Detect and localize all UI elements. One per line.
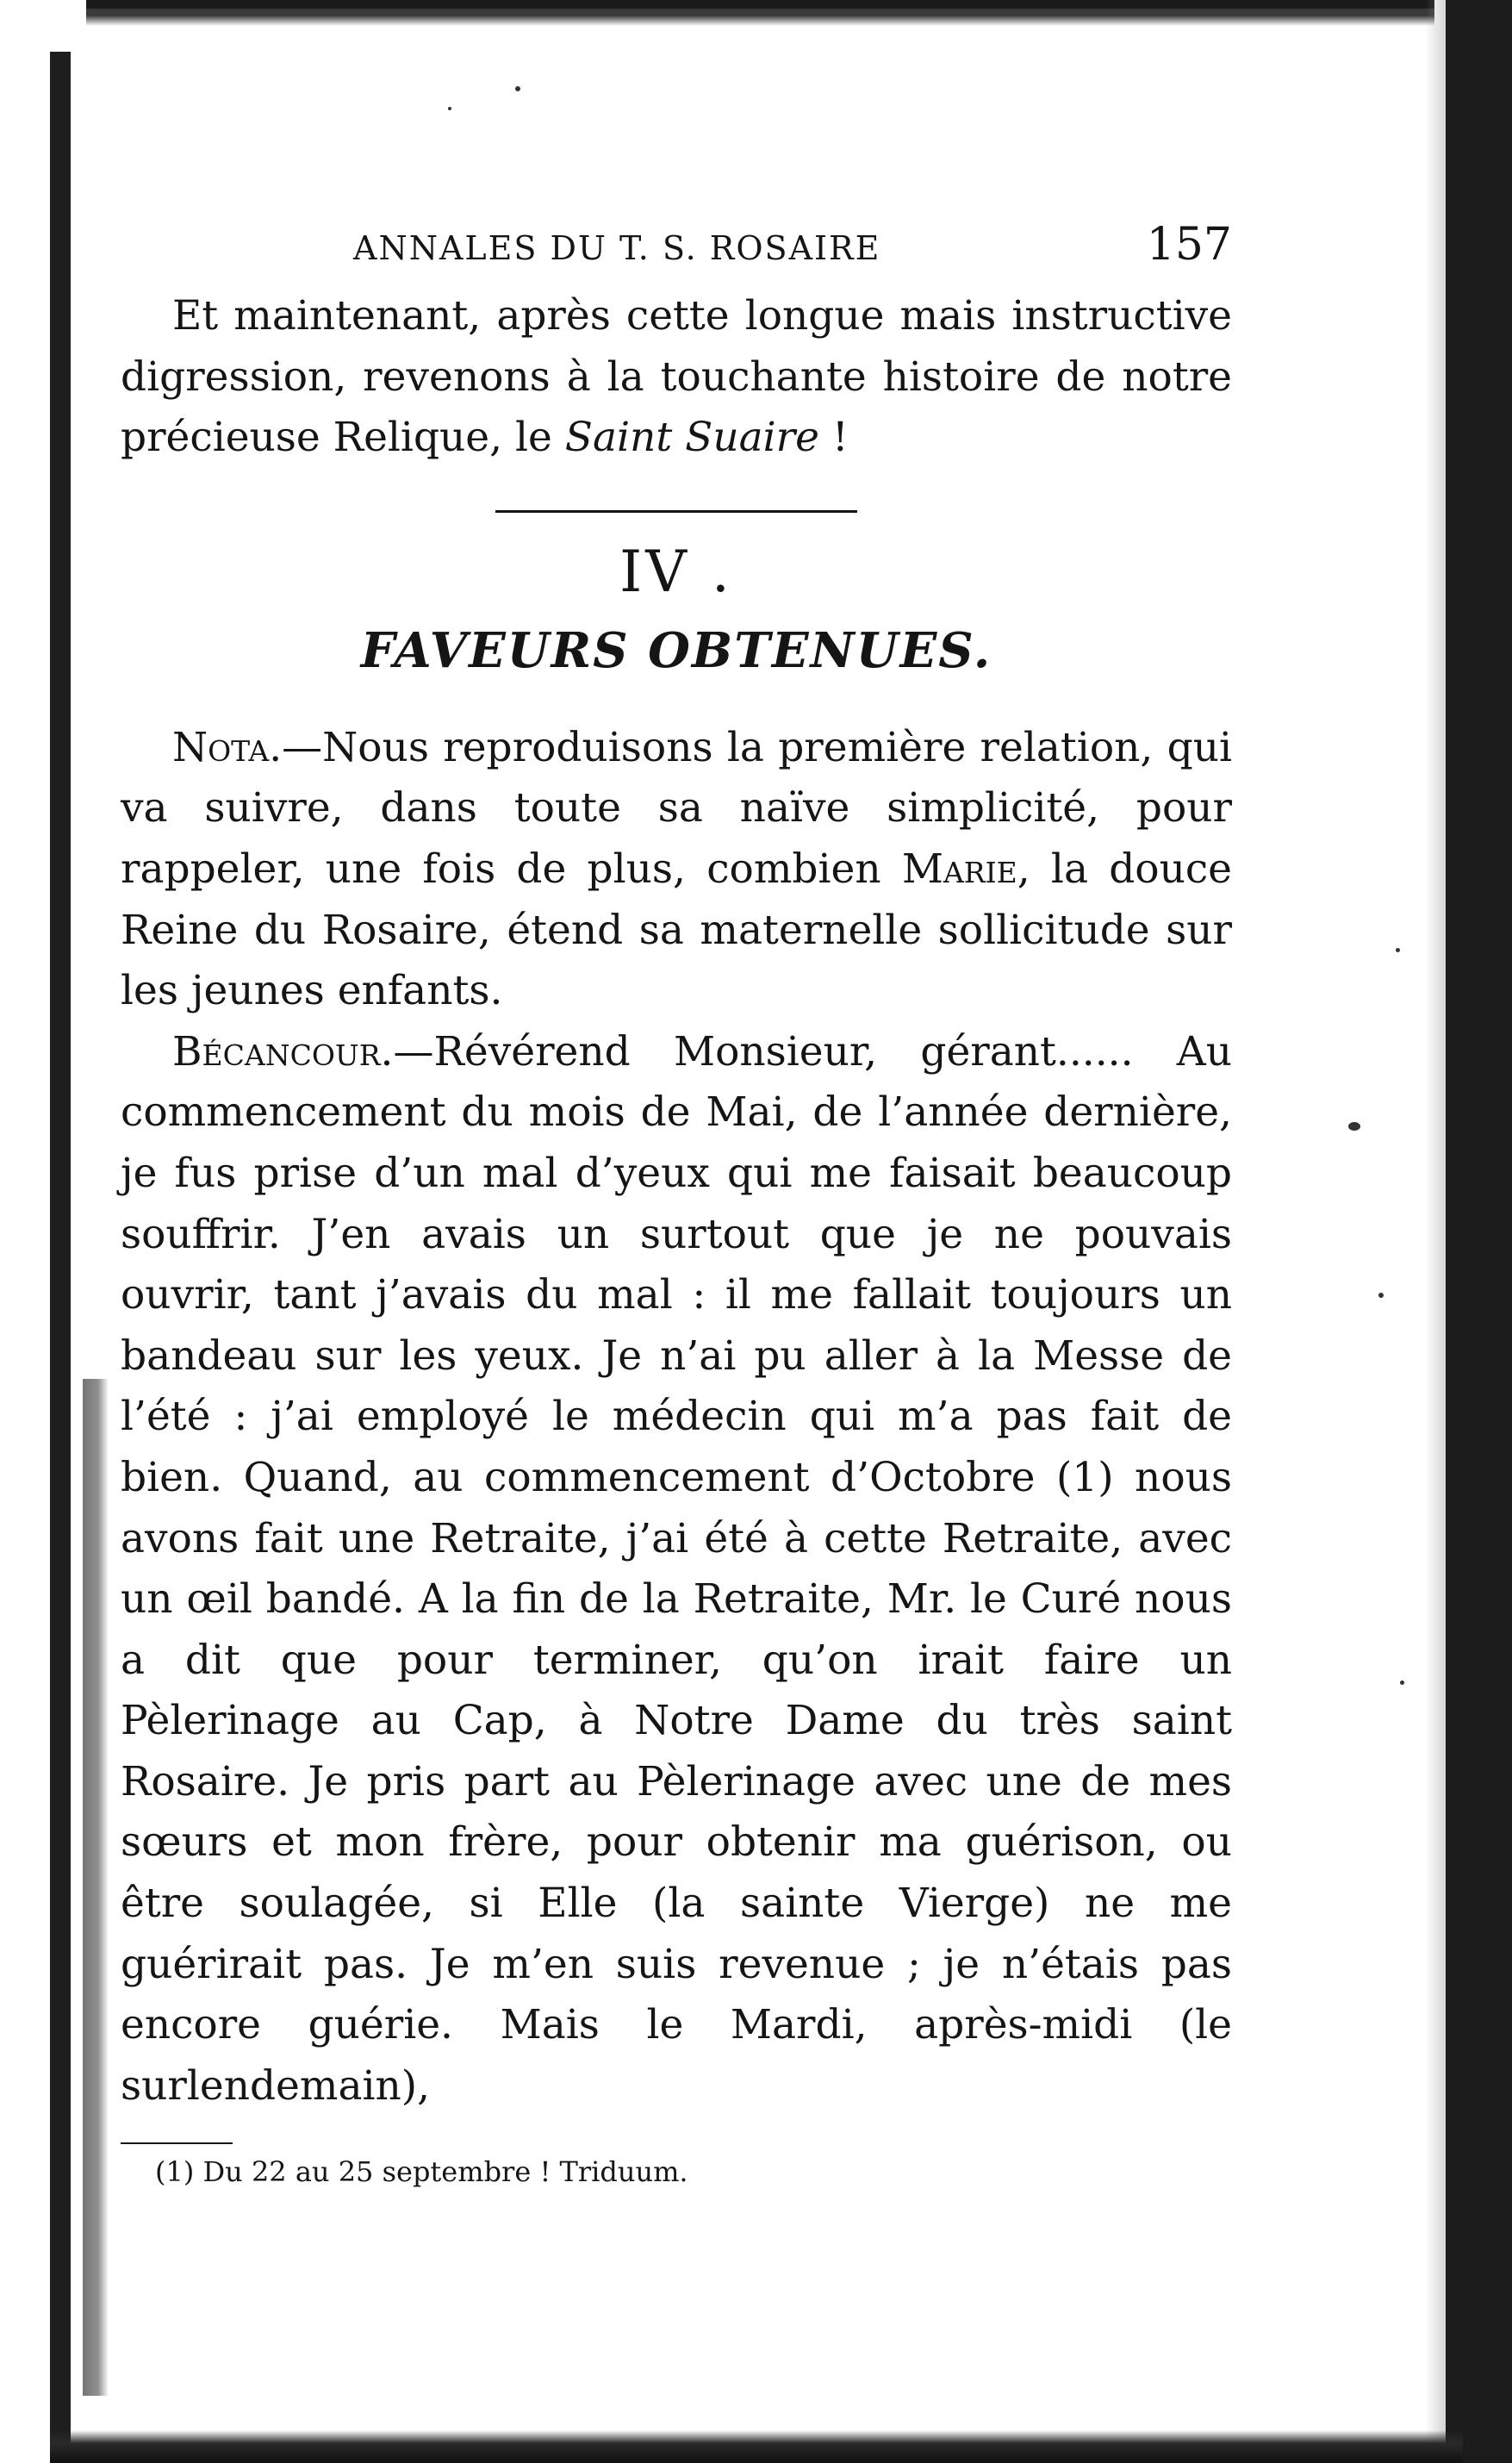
scan-speck <box>1400 1680 1404 1685</box>
letter-place: Bécancour. <box>172 1027 394 1076</box>
nota-text-end: , la douce Reine du Rosaire, étend sa maternelle sollicitude sur les jeunes enfants. <box>121 845 1232 1015</box>
scan-shadow-left <box>83 1379 109 2396</box>
scan-speck <box>1396 948 1400 952</box>
nota-paragraph <box>121 718 1232 1022</box>
book-page <box>121 207 1232 2192</box>
relic-title: Saint Suaire <box>564 414 819 462</box>
intro-paragraph <box>121 286 1232 469</box>
scan-speck <box>515 86 520 91</box>
scan-speck <box>1348 1122 1360 1131</box>
scan-shadow-right <box>1426 0 1447 2463</box>
scan-edge-top <box>86 0 1434 26</box>
intro-text-end: ! <box>818 414 849 462</box>
scan-edge-left <box>50 52 71 2463</box>
page-header <box>121 207 1232 276</box>
nota-text: —Nous reproduisons la première relation, qui va suivre, dans toute sa naïve simplicité, pour rappeler, une fois de plus, combien <box>121 723 1232 893</box>
scan-speck <box>1378 1293 1384 1298</box>
footnote-divider <box>121 2142 233 2144</box>
intro-text: Et maintenant, après cette longue mais instructive digression, revenons à la touchante histoire de notre précieuse Relique, le <box>121 292 1232 462</box>
footnote: (1) Du 22 au 25 septembre ! Triduum. <box>155 2155 688 2189</box>
section-numeral: IV . <box>619 538 733 605</box>
scan-speck <box>448 107 451 110</box>
section-divider <box>495 510 857 513</box>
nota-label: Nota. <box>172 723 283 771</box>
page-number: 157 <box>1146 219 1232 271</box>
section-heading: FAVEURS OBTENUES. <box>360 621 992 679</box>
letter-text: —Révérend Monsieur, gérant...... Au commencement du mois de Mai, de l’année dernière, je fus prise d’un mal d’yeux qui me faisait beaucoup souffrir. J’en avais un surtout que je ne pouvais ouvrir, tant j’avais du mal : il me fallait toujours un bandeau sur les yeux. Je n’ai pu aller à la Messe de l’été : j’ai employé le médecin qui m’a pas fait de bien. Quand, au commencement d’Octobre (1) nous avons fait une Retraite, j’ai été à cette Retraite, avec un œil bandé. A la fin de la Retraite, Mr. le Curé nous a dit que pour terminer, qu’on irait faire un Pèlerinage au Cap, à Notre Dame du très saint Rosaire. Je pris part au Pèlerinage avec une de mes sœurs et mon frère, pour obtenir ma guérison, ou être soulagée, si Elle (la sainte Vierge) ne me guérirait pas. Je m’en suis revenue ; je n’étais pas encore guérie. Mais le Mardi, après-midi (le surlendemain), <box>121 1027 1232 2110</box>
letter-paragraph <box>121 1022 1232 2117</box>
scan-edge-right <box>1446 0 1512 2463</box>
nota-name: Marie <box>901 845 1017 893</box>
scan-edge-bottom <box>50 2430 1463 2463</box>
running-title: ANNALES DU T. S. ROSAIRE <box>353 229 881 267</box>
